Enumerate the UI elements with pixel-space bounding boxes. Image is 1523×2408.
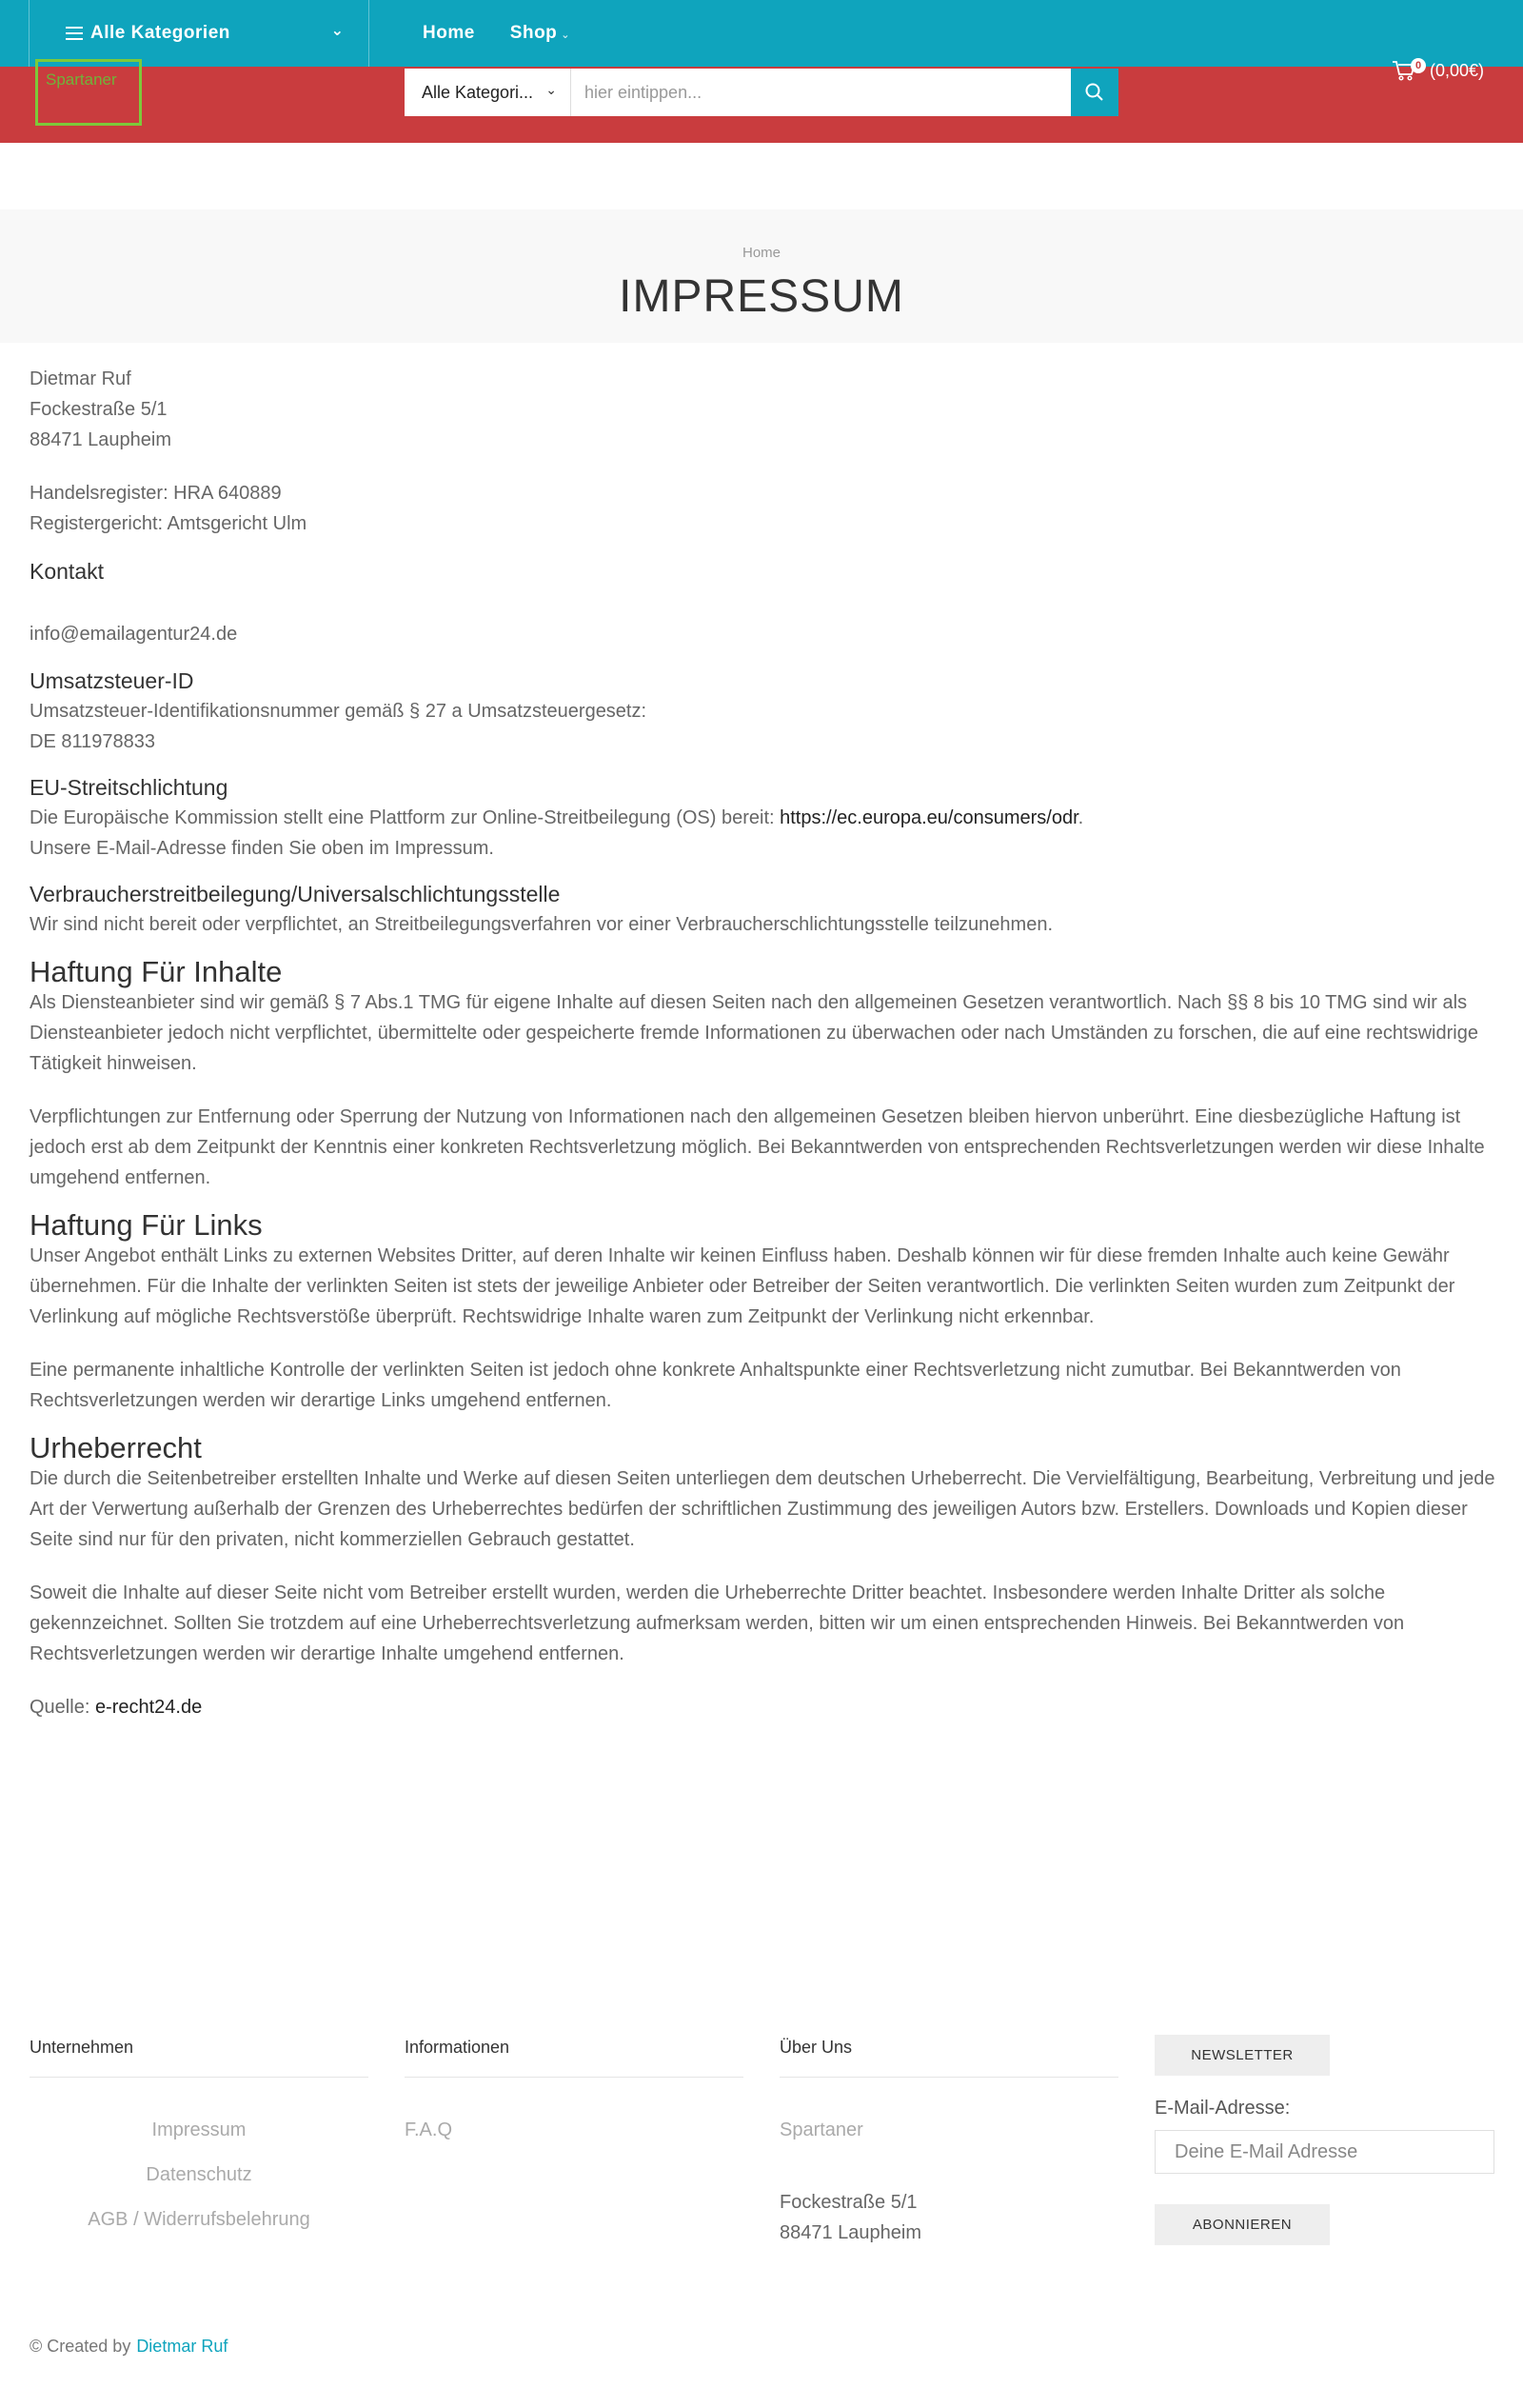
footer-address-line: Fockestraße 5/1 xyxy=(780,2192,918,2213)
footer-link-agb[interactable]: AGB / Widerrufsbelehrung xyxy=(88,2209,310,2230)
liability-links-p1: Unser Angebot enthält Links zu externen Websites Dritter, auf deren Inhalte wir keinen Einfluss haben. Deshalb können wir für diese fremden Inhalte auch keine Gewähr übernehmen. Für die Inhalte der verlinkten Seiten ist stets der jeweilige Anbieter oder Betreiber der Seiten verantwortlich. Die verlinkten Seiten wurden zum Zeitpunkt der Verlinkung auf mögliche Rechtsverstöße überprüft. Rechtswidrige Inhalte waren zum Zeitpunkt der Verlinkung nicht erkennbar. xyxy=(30,1245,1455,1327)
search-button[interactable] xyxy=(1071,69,1118,116)
impressum-content xyxy=(30,364,1495,1722)
eu-odr-link[interactable]: https://ec.europa.eu/consumers/odr xyxy=(780,807,1078,828)
address-line: 88471 Laupheim xyxy=(30,429,172,450)
search-category-value: Alle Kategori... xyxy=(422,82,534,102)
liability-content-heading: Haftung Für Inhalte xyxy=(30,955,283,988)
copyright-p1: Die durch die Seitenbetreiber erstellten Inhalte und Werke auf diesen Seiten unterliegen dem deutschen Urheberrecht. Die Vervielfältigung, Bearbeitung, Verbreitung und jede Art der Verwertung außerhalb der Grenzen des Urheberrechtes bedürfen der schriftlichen Zustimmung des jeweiligen Autors bzw. Erstellers. Downloads und Kopien dieser Seite sind nur für den privaten, nicht kommerziellen Gebrauch gestattet. xyxy=(30,1468,1495,1550)
all-categories-toggle[interactable] xyxy=(29,0,369,67)
address-line: Fockestraße 5/1 xyxy=(30,399,168,420)
liability-content-p2: Verpflichtungen zur Entfernung oder Sperrung der Nutzung von Informationen nach den allgemeinen Gesetzen bleiben hiervon unberührt. Eine diesbezügliche Haftung ist jedoch erst ab dem Zeitpunkt der Kenntnis einer konkreten Rechtsverletzung möglich. Bei Bekanntwerden von entsprechenden Rechtsverletzungen werden wir diese Inhalte umgehend entfernen. xyxy=(30,1106,1485,1188)
liability-links-p2: Eine permanente inhaltliche Kontrolle der verlinkten Seiten ist jedoch ohne konkrete Anhaltspunkte einer Rechtsverletzung nicht zumutbar. Bei Bekanntwerden von Rechtsverletzungen werden wir derartige Links umgehend entfernen. xyxy=(30,1360,1401,1411)
page-title-band xyxy=(0,209,1523,343)
shop-chevron-icon: ⌄ xyxy=(561,30,571,41)
copyright-prefix: © Created by xyxy=(30,2337,131,2356)
cart-widget[interactable] xyxy=(1392,59,1484,82)
source-label: Quelle: xyxy=(30,1697,95,1718)
nav-home-link[interactable]: Home xyxy=(423,23,475,43)
footer-link-datenschutz[interactable]: Datenschutz xyxy=(146,2164,252,2185)
footer-link-faq[interactable]: F.A.Q xyxy=(405,2119,453,2140)
nav-shop-label: Shop xyxy=(509,23,558,43)
search-bar xyxy=(405,69,1118,116)
footer-col-title: Über Uns xyxy=(780,2038,1118,2078)
hamburger-icon xyxy=(66,27,83,40)
breadcrumb xyxy=(0,245,1523,261)
chevron-down-icon: ⌄ xyxy=(330,23,344,39)
nav-shop-link[interactable] xyxy=(510,23,570,44)
footer-col-company xyxy=(30,2038,368,2242)
breadcrumb-home-link[interactable]: Home xyxy=(742,245,781,261)
newsletter-email-input[interactable] xyxy=(1155,2130,1494,2174)
newsletter-tab[interactable]: NEWSLETTER xyxy=(1155,2035,1330,2076)
consumer-text: Wir sind nicht bereit oder verpflichtet, an Streitbeilegungsverfahren vor einer Verbraucherschlichtungsstelle teilzunehmen. xyxy=(30,914,1054,935)
contact-heading: Kontakt xyxy=(30,559,104,584)
footer-link-impressum[interactable]: Impressum xyxy=(151,2119,247,2140)
footer-col-about xyxy=(780,2038,1118,2153)
top-nav-bar xyxy=(0,0,1523,67)
copyright-p2: Soweit die Inhalte auf dieser Seite nicht vom Betreiber erstellt wurden, werden die Urheberrechte Dritter beachtet. Insbesondere werden Inhalte Dritter als solche gekennzeichnet. Sollten Sie trotzdem auf eine Urheberrechtsverletzung aufmerksam werden, bitten wir um einen entsprechenden Hinweis. Bei Bekanntwerden von Rechtsverletzungen werden wir derartige Inhalte umgehend entfernen. xyxy=(30,1582,1405,1664)
register-line: Handelsregister: HRA 640889 xyxy=(30,483,282,504)
newsletter-subscribe-button[interactable]: ABONNIEREN xyxy=(1155,2204,1330,2245)
source-link[interactable]: e-recht24.de xyxy=(94,1697,203,1718)
eu-text xyxy=(30,803,1495,833)
copyright xyxy=(30,2337,227,2357)
vat-text: Umsatzsteuer-Identifikationsnummer gemäß § 27 a Umsatzsteuergesetz: xyxy=(30,701,647,722)
register-line: Registergericht: Amtsgericht Ulm xyxy=(30,513,307,534)
footer-address xyxy=(780,2187,921,2248)
footer-col-info xyxy=(405,2038,743,2153)
main-nav xyxy=(423,0,570,67)
site-logo[interactable] xyxy=(35,59,142,126)
eu-text-end: . xyxy=(1078,807,1084,828)
contact-email: info@emailagentur24.de xyxy=(30,624,238,645)
search-category-select[interactable] xyxy=(405,69,571,116)
vat-heading: Umsatzsteuer-ID xyxy=(30,668,194,693)
chevron-down-icon: ⌄ xyxy=(545,82,557,97)
address-line: Dietmar Ruf xyxy=(30,368,131,389)
source-line xyxy=(30,1692,1495,1722)
footer-col-title: Unternehmen xyxy=(30,2038,368,2078)
cart-total: (0,00€) xyxy=(1430,60,1485,80)
copyright-heading: Urheberrecht xyxy=(30,1431,202,1464)
eu-text-start: Die Europäische Kommission stellt eine Plattform zur Online-Streitbeilegung (OS) bereit: xyxy=(30,807,781,828)
search-input[interactable] xyxy=(571,69,1071,116)
footer-address-line: 88471 Laupheim xyxy=(780,2222,922,2243)
consumer-heading: Verbraucherstreitbeilegung/Universalschlichtungsstelle xyxy=(30,882,561,906)
all-categories-label: Alle Kategorien xyxy=(90,23,230,43)
eu-heading: EU-Streitschlichtung xyxy=(30,775,228,800)
newsletter-email-label: E-Mail-Adresse: xyxy=(1155,2098,1291,2119)
search-icon xyxy=(1084,82,1105,103)
vat-number: DE 811978833 xyxy=(30,731,155,752)
footer-link-spartaner[interactable]: Spartaner xyxy=(780,2119,863,2140)
footer-col-title: Informationen xyxy=(405,2038,743,2078)
copyright-author-link[interactable]: Dietmar Ruf xyxy=(136,2337,228,2356)
logo-text: Spartaner xyxy=(46,70,117,89)
cart-count-badge: 0 xyxy=(1411,58,1426,73)
liability-content-p1: Als Diensteanbieter sind wir gemäß § 7 Abs.1 TMG für eigene Inhalte auf diesen Seiten nach den allgemeinen Gesetzen verantwortlich. Nach §§ 8 bis 10 TMG sind wir als Diensteanbieter jedoch nicht verpflichtet, übermittelte oder gespeicherte fremde Informationen zu überwachen oder nach Umständen zu forschen, die auf eine rechtswidrige Tätigkeit hinweisen. xyxy=(30,992,1478,1074)
eu-text-2: Unsere E-Mail-Adresse finden Sie oben im Impressum. xyxy=(30,838,494,859)
page-title: IMPRESSUM xyxy=(619,271,904,322)
liability-links-heading: Haftung Für Links xyxy=(30,1208,263,1242)
